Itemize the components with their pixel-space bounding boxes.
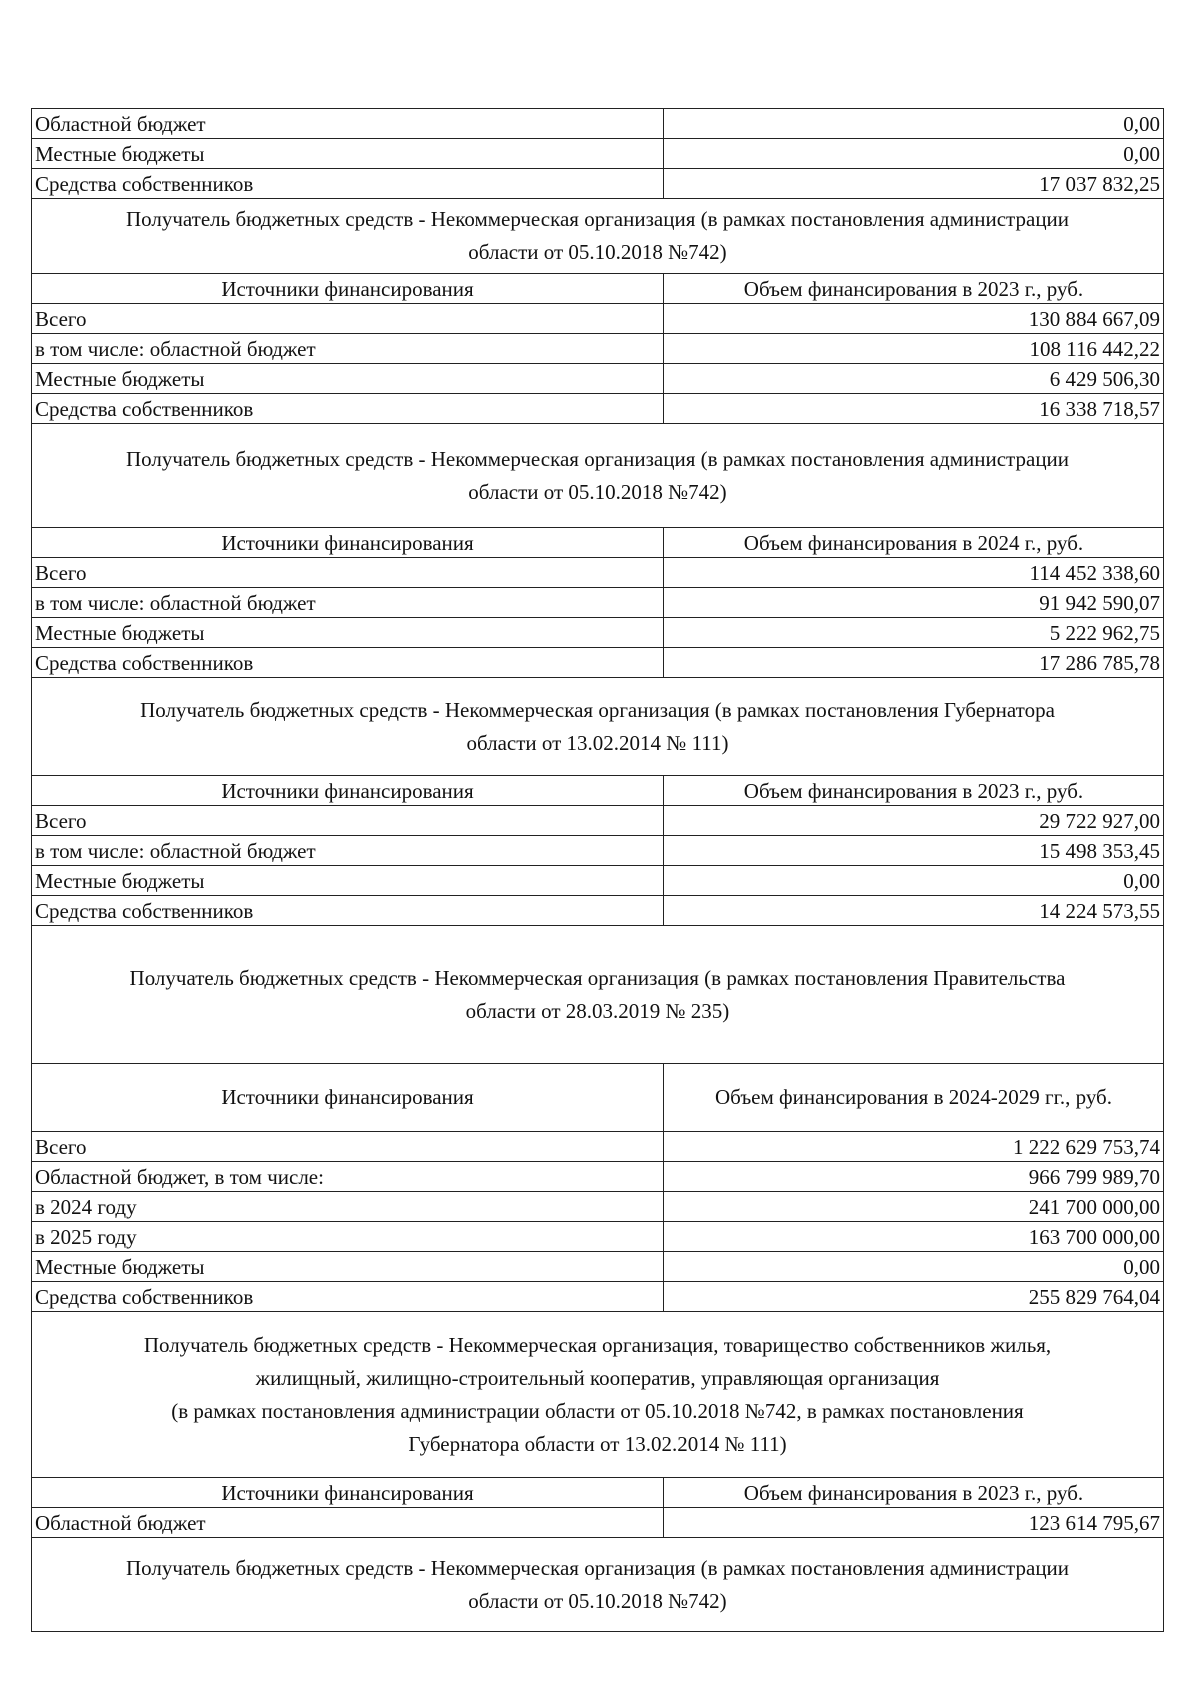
row-label: Средства собственников — [32, 1282, 664, 1312]
caption-line: (в рамках постановления администрации области от 05.10.2018 №742, в рамках постановления — [171, 1398, 1024, 1423]
table-header-row — [32, 776, 1164, 806]
caption-line: Губернатора области от 13.02.2014 № 111) — [408, 1431, 787, 1456]
caption-line: Получатель бюджетных средств - Некоммерческая организация (в рамках постановления Губернатора — [140, 697, 1055, 722]
table-row — [32, 304, 1164, 334]
caption-line: жилищный, жилищно-строительный кооператив, управляющая организация — [255, 1365, 940, 1390]
row-label: Средства собственников — [32, 896, 664, 926]
row-label: Всего — [32, 1132, 664, 1162]
row-value: 241 700 000,00 — [664, 1192, 1164, 1222]
row-value: 0,00 — [664, 1252, 1164, 1282]
row-label: в том числе: областной бюджет — [32, 836, 664, 866]
section-caption-row — [32, 926, 1164, 1064]
table-row — [32, 1192, 1164, 1222]
caption-line: Получатель бюджетных средств - Некоммерческая организация (в рамках постановления администрации — [125, 207, 1070, 231]
table-row — [32, 334, 1164, 364]
table-header-row — [32, 1478, 1164, 1508]
row-value: 966 799 989,70 — [664, 1162, 1164, 1192]
row-value: 0,00 — [664, 109, 1164, 139]
row-label: Местные бюджеты — [32, 139, 664, 169]
table-row — [32, 1282, 1164, 1312]
table-row — [32, 109, 1164, 139]
table-header-row — [32, 274, 1164, 304]
row-value: 130 884 667,09 — [664, 304, 1164, 334]
section-caption-row — [32, 1538, 1164, 1632]
caption-line: области от 05.10.2018 №742) — [468, 240, 727, 264]
table-row — [32, 1222, 1164, 1252]
table-row — [32, 1252, 1164, 1282]
table-row — [32, 806, 1164, 836]
row-value: 108 116 442,22 — [664, 334, 1164, 364]
row-value: 17 286 785,78 — [664, 648, 1164, 678]
section-caption — [32, 199, 1164, 274]
table-row — [32, 866, 1164, 896]
row-value: 14 224 573,55 — [664, 896, 1164, 926]
header-source: Источники финансирования — [32, 528, 664, 558]
row-label: Средства собственников — [32, 394, 664, 424]
row-value: 0,00 — [664, 139, 1164, 169]
table-row — [32, 648, 1164, 678]
row-label: Всего — [32, 558, 664, 588]
row-value: 17 037 832,25 — [664, 169, 1164, 199]
header-source: Источники финансирования — [32, 1064, 664, 1132]
header-volume: Объем финансирования в 2023 г., руб. — [664, 274, 1164, 304]
section-caption — [32, 1312, 1164, 1478]
header-volume: Объем финансирования в 2024-2029 гг., руб. — [664, 1064, 1164, 1132]
row-label: Средства собственников — [32, 169, 664, 199]
row-label: Местные бюджеты — [32, 618, 664, 648]
table-header-row — [32, 528, 1164, 558]
table-row — [32, 618, 1164, 648]
row-label: в 2024 году — [32, 1192, 664, 1222]
table-row — [32, 169, 1164, 199]
header-volume: Объем финансирования в 2023 г., руб. — [664, 776, 1164, 806]
row-value: 6 429 506,30 — [664, 364, 1164, 394]
table-header-row — [32, 1064, 1164, 1132]
caption-line: области от 05.10.2018 №742) — [468, 479, 727, 504]
row-value: 163 700 000,00 — [664, 1222, 1164, 1252]
row-value: 16 338 718,57 — [664, 394, 1164, 424]
table-row — [32, 364, 1164, 394]
section-caption-row — [32, 424, 1164, 528]
caption-line: области от 05.10.2018 №742) — [468, 1588, 727, 1613]
header-source: Источники финансирования — [32, 274, 664, 304]
row-value: 114 452 338,60 — [664, 558, 1164, 588]
table-row — [32, 1132, 1164, 1162]
caption-line: Получатель бюджетных средств - Некоммерческая организация (в рамках постановления Правительства — [129, 965, 1066, 990]
row-value: 255 829 764,04 — [664, 1282, 1164, 1312]
row-label: Областной бюджет — [32, 1508, 664, 1538]
header-volume: Объем финансирования в 2024 г., руб. — [664, 528, 1164, 558]
row-label: в том числе: областной бюджет — [32, 334, 664, 364]
table-row — [32, 394, 1164, 424]
row-label: Областной бюджет — [32, 109, 664, 139]
header-source: Источники финансирования — [32, 776, 664, 806]
row-value: 5 222 962,75 — [664, 618, 1164, 648]
caption-line: Получатель бюджетных средств - Некоммерческая организация (в рамках постановления администрации — [125, 1555, 1070, 1580]
row-label: Всего — [32, 806, 664, 836]
table-row — [32, 896, 1164, 926]
section-caption — [32, 1538, 1164, 1632]
row-label: Местные бюджеты — [32, 866, 664, 896]
table-row — [32, 1508, 1164, 1538]
row-label: Местные бюджеты — [32, 364, 664, 394]
row-value: 123 614 795,67 — [664, 1508, 1164, 1538]
row-label: Областной бюджет, в том числе: — [32, 1162, 664, 1192]
row-value: 15 498 353,45 — [664, 836, 1164, 866]
section-caption — [32, 926, 1164, 1064]
header-volume: Объем финансирования в 2023 г., руб. — [664, 1478, 1164, 1508]
row-value: 1 222 629 753,74 — [664, 1132, 1164, 1162]
row-label: Местные бюджеты — [32, 1252, 664, 1282]
section-caption — [32, 424, 1164, 528]
document-page — [31, 108, 1163, 1632]
row-value: 0,00 — [664, 866, 1164, 896]
row-label: Средства собственников — [32, 648, 664, 678]
caption-line: Получатель бюджетных средств - Некоммерческая организация, товарищество собственников жилья, — [143, 1332, 1052, 1357]
row-label: в 2025 году — [32, 1222, 664, 1252]
caption-line: области от 13.02.2014 № 111) — [466, 730, 729, 755]
caption-line: Получатель бюджетных средств - Некоммерческая организация (в рамках постановления администрации — [125, 446, 1070, 471]
table-row — [32, 588, 1164, 618]
row-value: 29 722 927,00 — [664, 806, 1164, 836]
table-row — [32, 139, 1164, 169]
table-row — [32, 558, 1164, 588]
section-caption-row — [32, 1312, 1164, 1478]
section-caption-row — [32, 678, 1164, 776]
row-label: в том числе: областной бюджет — [32, 588, 664, 618]
section-caption — [32, 678, 1164, 776]
table-row — [32, 1162, 1164, 1192]
section-caption-row — [32, 199, 1164, 274]
row-value: 91 942 590,07 — [664, 588, 1164, 618]
header-source: Источники финансирования — [32, 1478, 664, 1508]
financing-table — [31, 108, 1164, 1632]
row-label: Всего — [32, 304, 664, 334]
table-row — [32, 836, 1164, 866]
caption-line: области от 28.03.2019 № 235) — [465, 998, 730, 1023]
